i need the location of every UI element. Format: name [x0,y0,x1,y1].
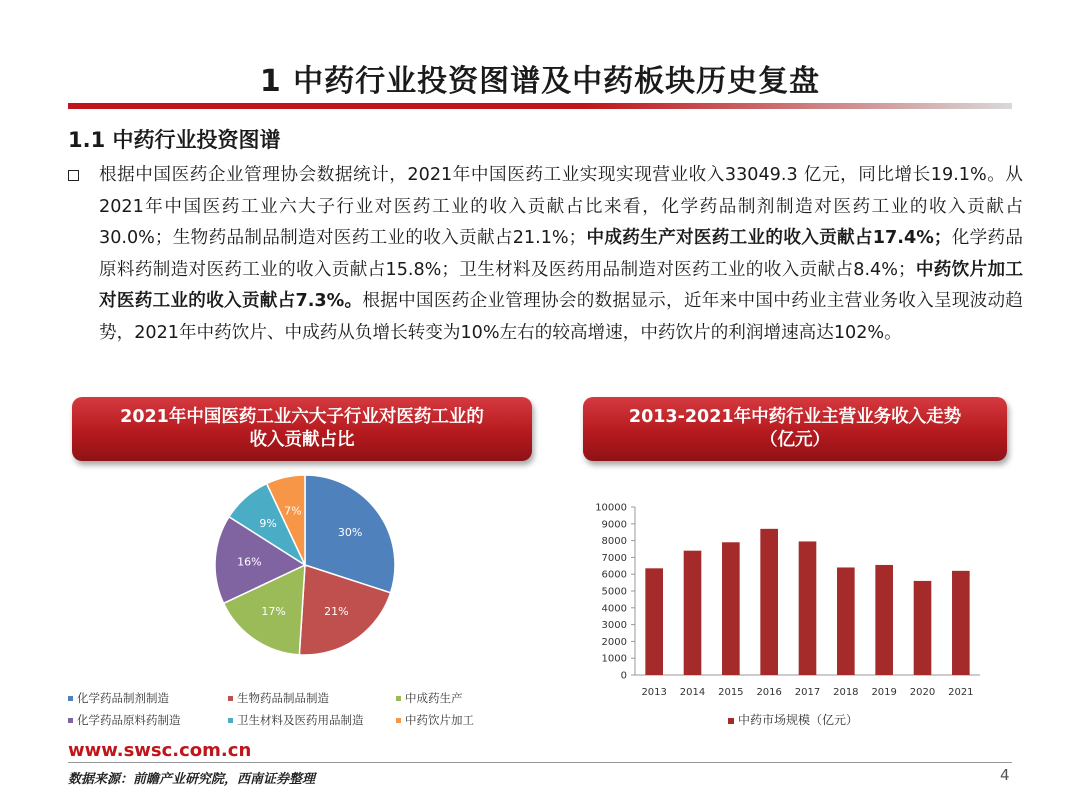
pie-slice-label: 9% [259,517,277,531]
pie-slice-label: 7% [284,504,302,518]
x-tick-label: 2017 [794,687,821,698]
body-bold-1: 中成药生产对医药工业的收入贡献占17.4%； [586,228,952,248]
pie-legend-item [68,690,169,706]
pie-legend-item [228,690,329,706]
bar [914,581,932,675]
bar [952,571,970,675]
checkbox-bullet-icon [68,170,79,181]
x-tick-label: 2018 [833,687,859,698]
y-tick-label: 1000 [601,653,627,665]
legend-swatch [228,718,233,723]
pie-slice-label: 16% [237,555,262,569]
x-tick-label: 2014 [679,687,706,698]
section-title: 1.1 中药行业投资图谱 [68,128,281,152]
footer-divider [68,762,1012,763]
bar-legend-swatch [728,718,734,724]
bar-title-line1: 2013-2021年中药行业主营业务收入走势 [628,407,962,427]
bar [645,568,663,675]
legend-swatch [396,718,401,723]
body-text-3: 根据中国医药企业管理协会的数据显示，近年来中国中药业主营业务收入呈现波动趋势，2021年中药饮片、中成药从负增长转变为10%左右的较高增速，中药饮片的利润增速高达102%。 [99,291,1023,343]
x-tick-label: 2019 [871,687,897,698]
page-title: 1 中药行业投资图谱及中药板块历史复盘 [259,64,821,99]
x-tick-label: 2013 [641,687,667,698]
title-divider [68,103,1012,109]
body-bold-2: 中药饮片加工对医药工业的收入贡献占7.3%。 [99,259,1023,311]
legend-label: 中成药生产 [405,691,463,705]
legend-label: 化学药品原料药制造 [77,713,181,727]
pie-legend-item [68,712,181,728]
pie-title-line2: 收入贡献占比 [249,430,355,450]
legend-swatch [68,696,73,701]
y-tick-label: 4000 [601,603,627,615]
x-tick-label: 2016 [756,687,782,698]
pie-legend-item [396,690,463,706]
bar-legend-label: 中药市场规模（亿元） [738,713,859,727]
legend-label: 生物药品制品制造 [237,691,329,705]
footer-source: 数据来源：前瞻产业研究院，西南证券整理 [68,772,316,787]
bar-chart-title [583,397,1007,461]
pie-slice-label: 21% [324,605,349,619]
page-number: 4 [1000,766,1010,784]
body-text-1: 根据中国医药企业管理协会数据统计，2021年中国医药工业实现实现营业收入33049.3 亿元，同比增长19.1%。从2021年中国医药工业六大子行业对医药工业的收入贡献占比来看，化学药品制剂制造对医药工业的收入贡献占30.0%；生物药品制品制造对医药工业的收入贡献占21.1%； [99,165,1023,248]
legend-swatch [228,696,233,701]
legend-swatch [68,718,73,723]
legend-label: 中药饮片加工 [405,713,474,727]
bar-legend [728,711,858,728]
bar [722,542,740,675]
y-tick-label: 10000 [595,502,627,514]
footer-url[interactable]: www.swsc.com.cn [68,740,252,761]
y-tick-label: 0 [620,670,627,682]
bar [875,565,893,675]
legend-label: 卫生材料及医药用品制造 [237,713,364,727]
pie-legend-item [396,712,474,728]
bar [684,551,702,675]
pie-chart-title [72,397,532,461]
bar [799,541,817,675]
bar-chart [585,495,985,705]
y-tick-label: 3000 [601,620,627,632]
pie-chart [200,470,420,670]
bar [760,529,778,675]
y-tick-label: 8000 [601,536,627,548]
pie-slice-label: 30% [337,526,363,540]
y-tick-label: 5000 [601,586,627,598]
pie-legend [68,690,538,730]
y-tick-label: 2000 [601,636,627,648]
legend-label: 化学药品制剂制造 [77,691,169,705]
bar [837,567,855,675]
body-paragraph [68,160,1023,349]
x-tick-label: 2021 [948,687,974,698]
x-tick-label: 2015 [718,687,744,698]
body-text-2: 化学药品原料药制造对医药工业的收入贡献占15.8%；卫生材料及医药用品制造对医药工业的收入贡献占8.4%； [99,228,1023,280]
y-tick-label: 7000 [601,552,627,564]
x-tick-label: 2020 [909,687,936,698]
pie-slice-label: 17% [261,605,286,619]
legend-swatch [396,696,401,701]
y-tick-label: 9000 [601,519,627,531]
bar-title-line2: （亿元） [760,430,830,450]
pie-legend-item [228,712,364,728]
pie-title-line1: 2021年中国医药工业六大子行业对医药工业的 [120,407,484,427]
y-tick-label: 6000 [601,569,627,581]
